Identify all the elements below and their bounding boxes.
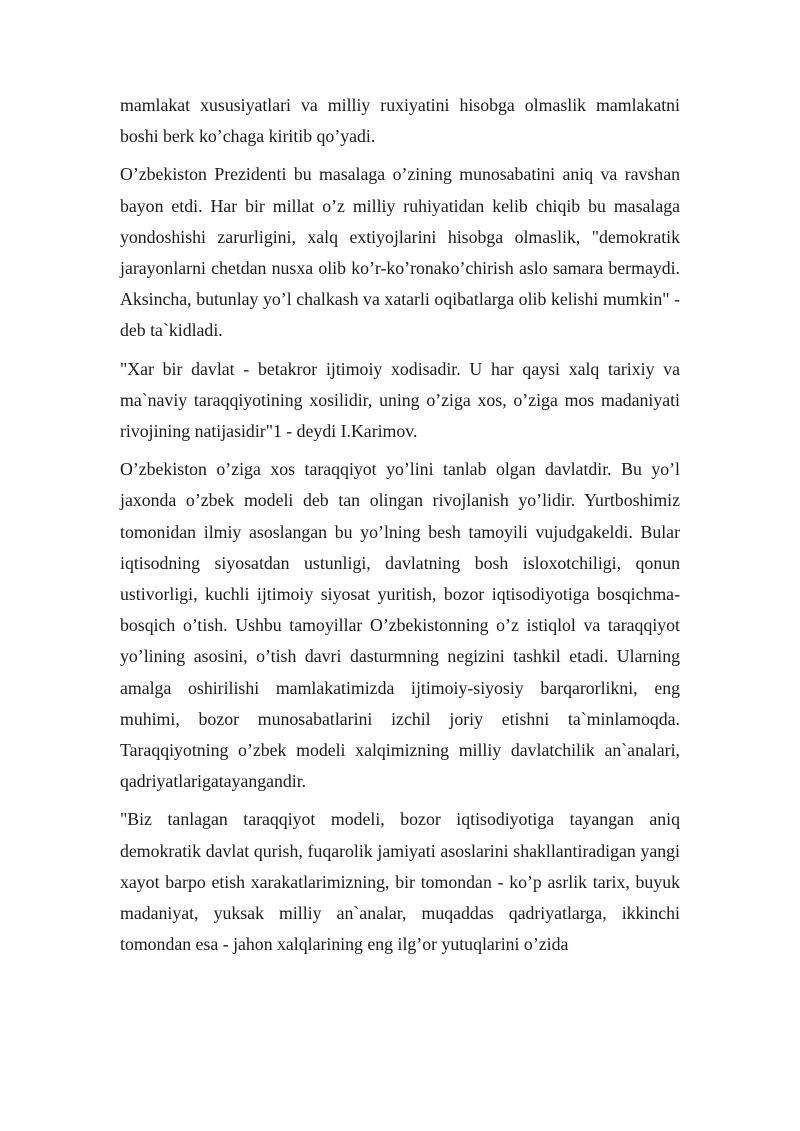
paragraph-5: "Biz tanlagan taraqqiyot modeli, bozor iqtisodiyotiga tayangan aniq demokratik davlat qurish, fuqarolik jamiyati asoslarini shakllantiradigan yangi xayot barpo etish xarakatlarimizning, bir tomondan - ko’p asrlik tarix, buyuk madaniyat, yuksak milliy an`analar, muqaddas qadriyatlarga, ikkinchi tomondan esa - jahon xalqlarining eng ilg’or yutuqlarini o’zida [120, 809, 680, 955]
document-page [120, 90, 680, 967]
paragraph-2: O’zbekiston Prezidenti bu masalaga o’zining munosabatini aniq va ravshan bayon etdi. Har bir millat o’z milliy ruhiyatidan kelib chiqib bu masalaga yondoshishi zarurligini, xalq extiyojlarini hisobga olmaslik, "demokratik jarayonlarni chetdan nusxa olib ko’r-ko’ronako’chirish aslo samara bermaydi. Aksincha, butunlay yo’l chalkash va xatarli oqibatlarga olib kelishi mumkin" - deb ta`kidladi. [120, 164, 680, 341]
paragraph-1: mamlakat xususiyatlari va milliy ruxiyatini hisobga olmaslik mamlakatni boshi berk ko’chaga kiritib qo’yadi. [120, 95, 680, 147]
paragraph-3: "Xar bir davlat - betakror ijtimoiy xodisadir. U har qaysi xalq tarixiy va ma`naviy taraqqiyotining xosilidir, uning o’ziga xos, o’ziga mos madaniyati rivojining natijasidir"1 - deydi I.Karimov. [120, 358, 680, 442]
paragraph-4: O’zbekiston o’ziga xos taraqqiyot yo’lini tanlab olgan davlatdir. Bu yo’l jaxonda o’zbek modeli deb tan olingan rivojlanish yo’lidir. Yurtboshimiz tomonidan ilmiy asoslangan bu yo’lning besh tamoyili vujudgakeldi. Bular iqtisodning siyosatdan ustunligi, davlatning bosh isloxotchiligi, qonun ustivorligi, kuchli ijtimoiy siyosat yuritish, bozor iqtisodiyotiga bosqichma-bosqich o’tish. Ushbu tamoyillar O’zbekistonning o’z istiqlol va taraqqiyot yo’lining asosini, o’tish davri dasturmning negizini tashkil etadi. Ularning amalga oshirilishi mamlakatimizda ijtimoiy-siyosiy barqarorlikni, eng muhimi, bozor munosabatlarini izchil joriy etishni ta`minlamoqda. Taraqqiyotning o’zbek modeli xalqimizning milliy davlatchilik an`analari, qadriyatlarigatayangandir. [120, 459, 680, 792]
